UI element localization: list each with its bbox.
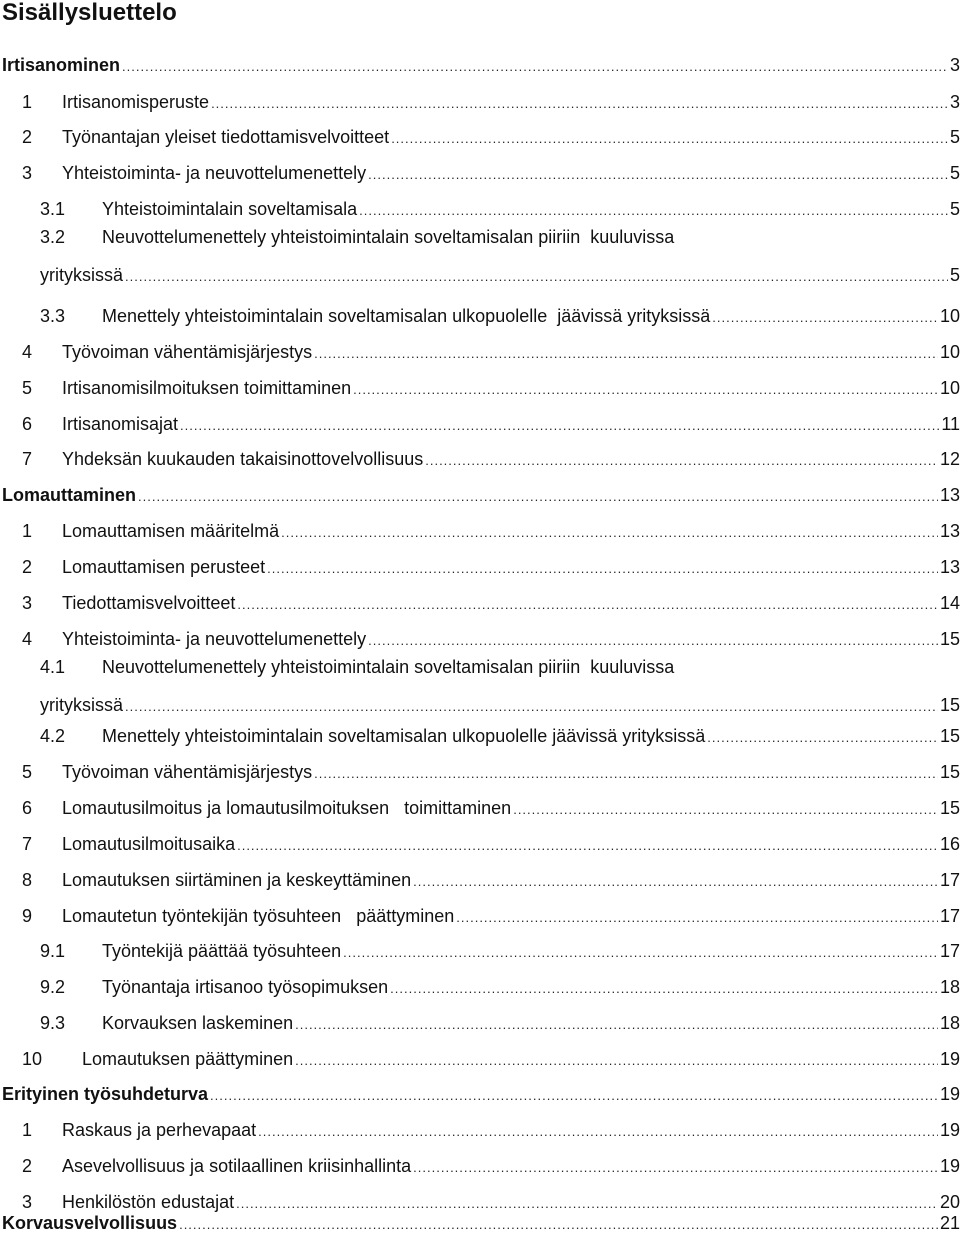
- toc-page-number: 19: [939, 1049, 960, 1069]
- toc-entry-number: 4.1: [40, 657, 66, 677]
- toc-entry[interactable]: [0, 1004, 960, 1034]
- toc-entry-text: Irtisanomisajat: [62, 414, 179, 434]
- toc-entry[interactable]: [0, 512, 960, 542]
- dot-leader: [122, 58, 948, 76]
- toc-entry[interactable]: [0, 333, 960, 363]
- toc-entry[interactable]: [0, 476, 960, 506]
- toc-entry[interactable]: [0, 897, 960, 927]
- toc-page-number: 13: [939, 557, 960, 577]
- toc-entry-text: Lomauttamisen määritelmä: [62, 521, 280, 541]
- toc-entry[interactable]: [0, 656, 960, 716]
- toc-entry[interactable]: [0, 932, 960, 962]
- dot-leader: [513, 801, 938, 819]
- dot-leader: [368, 166, 948, 184]
- dot-leader: [712, 309, 938, 327]
- toc-page-number: 21: [939, 1213, 960, 1233]
- dot-leader: [390, 980, 938, 998]
- toc-entry-number: 4: [22, 342, 33, 362]
- dot-leader: [258, 1123, 938, 1141]
- toc-entry-first-line: [40, 656, 674, 678]
- dot-leader: [295, 1052, 938, 1070]
- dot-leader: [368, 632, 938, 650]
- toc-entry[interactable]: [0, 584, 960, 614]
- toc-entry[interactable]: [0, 620, 960, 650]
- toc-entry-text-line1: Neuvottelumenettely yhteistoimintalain soveltamisalan piiriin kuuluvissa: [102, 227, 675, 247]
- toc-entry-text: Työnantajan yleiset tiedottamisvelvoitteet: [62, 127, 390, 147]
- dot-leader: [353, 381, 938, 399]
- dot-leader: [456, 909, 938, 927]
- toc-entry-number: 4.2: [40, 726, 66, 746]
- toc-entry[interactable]: [0, 405, 960, 435]
- toc-entry-text: Erityinen työsuhdeturva: [2, 1084, 209, 1104]
- toc-entry[interactable]: [0, 1147, 960, 1177]
- toc-entry-number: 1: [22, 92, 33, 112]
- dot-leader: [314, 765, 938, 783]
- toc-entry[interactable]: [0, 154, 960, 184]
- toc-page-number: 15: [939, 629, 960, 649]
- toc-entry-number: 2: [22, 557, 33, 577]
- toc-entry-first-line: [40, 226, 674, 248]
- toc-entry[interactable]: [0, 1204, 960, 1234]
- toc-entry-text: Lomauttaminen: [2, 485, 137, 505]
- toc-entry-text: Irtisanominen: [2, 55, 121, 75]
- dot-leader: [267, 560, 938, 578]
- dot-leader: [179, 1216, 938, 1234]
- toc-entry-text: Lomautusilmoitusaika: [62, 834, 236, 854]
- toc-entry-text: Korvausvelvollisuus: [2, 1213, 178, 1233]
- toc-page-number: 5: [949, 127, 960, 147]
- toc-entry-text: yrityksissä: [40, 695, 124, 715]
- toc-entry[interactable]: [0, 825, 960, 855]
- toc-entry[interactable]: [0, 717, 960, 747]
- toc-entry[interactable]: [0, 861, 960, 891]
- toc-page-number: 5: [949, 199, 960, 219]
- toc-entry[interactable]: [0, 1040, 960, 1070]
- toc-page-number: 13: [939, 485, 960, 505]
- dot-leader: [237, 596, 938, 614]
- toc-entry[interactable]: [0, 46, 960, 76]
- dot-leader: [125, 268, 948, 286]
- toc-entry[interactable]: [0, 297, 960, 327]
- toc-entry-text: Lomautuksen päättyminen: [82, 1049, 294, 1069]
- toc-page-number: 17: [939, 906, 960, 926]
- toc-entry-number: 5: [22, 378, 33, 398]
- toc-entry-number: 8: [22, 870, 33, 890]
- toc-page-number: 5: [949, 265, 960, 285]
- dot-leader: [211, 95, 948, 113]
- dot-leader: [391, 130, 948, 148]
- toc-page-number: 17: [939, 941, 960, 961]
- toc-entry-text: Lomauttamisen perusteet: [62, 557, 266, 577]
- dot-leader: [237, 837, 938, 855]
- toc-page-number: 15: [939, 726, 960, 746]
- toc-entry-number: 9.3: [40, 1013, 66, 1033]
- toc-entry[interactable]: [0, 789, 960, 819]
- toc-page-number: 3: [949, 55, 960, 75]
- toc-entry-text: Yhteistoimintalain soveltamisala: [102, 199, 358, 219]
- toc-entry-number: 10: [22, 1049, 43, 1069]
- toc-page-number: 15: [939, 798, 960, 818]
- toc-entry-text: Työnantaja irtisanoo työsopimuksen: [102, 977, 389, 997]
- toc-page-number: 13: [939, 521, 960, 541]
- toc-title: Sisällysluettelo: [2, 0, 177, 26]
- toc-entry-text: Lomautuksen siirtäminen ja keskeyttäminen: [62, 870, 412, 890]
- toc-entry-text: Korvauksen laskeminen: [102, 1013, 294, 1033]
- dot-leader: [707, 729, 938, 747]
- toc-entry-text: Henkilöstön edustajat: [62, 1192, 235, 1212]
- toc-entry-text: Työntekijä päättää työsuhteen: [102, 941, 342, 961]
- toc-entry-number: 3.3: [40, 306, 66, 326]
- dot-leader: [413, 1159, 938, 1177]
- toc-entry-text: Yhteistoiminta- ja neuvottelumenettely: [62, 163, 367, 183]
- toc-page-number: 15: [939, 695, 960, 715]
- dot-leader: [343, 944, 938, 962]
- toc-entry-number: 2: [22, 127, 33, 147]
- dot-leader: [210, 1087, 938, 1105]
- dot-leader: [281, 524, 938, 542]
- toc-page-number: 11: [941, 414, 960, 434]
- toc-entry-text: Työvoiman vähentämisjärjestys: [62, 762, 313, 782]
- toc-entry-number: 3: [22, 163, 33, 183]
- toc-page-number: 16: [939, 834, 960, 854]
- toc-entry-number: 1: [22, 1120, 33, 1140]
- toc-entry-number: 3: [22, 1192, 33, 1212]
- dot-leader: [125, 698, 938, 716]
- toc-entry[interactable]: [0, 1111, 960, 1141]
- toc-page-number: 19: [939, 1120, 960, 1140]
- toc-page-number: 15: [939, 762, 960, 782]
- toc-entry-text: Irtisanomisilmoituksen toimittaminen: [62, 378, 352, 398]
- dot-leader: [295, 1016, 938, 1034]
- toc-entry-text: Menettely yhteistoimintalain soveltamisalan ulkopuolelle jäävissä yrityksissä: [102, 306, 711, 326]
- toc-page-number: 20: [939, 1192, 960, 1212]
- toc-page-number: 18: [939, 977, 960, 997]
- toc-entry-text: Tiedottamisvelvoitteet: [62, 593, 236, 613]
- toc-entry-number: 4: [22, 629, 33, 649]
- toc-entry-number: 7: [22, 834, 33, 854]
- toc-entry[interactable]: [0, 83, 960, 113]
- toc-entry-text-line1: Neuvottelumenettely yhteistoimintalain soveltamisalan piiriin kuuluvissa: [102, 657, 675, 677]
- toc-page-number: 12: [939, 449, 960, 469]
- toc-entry-text: Yhdeksän kuukauden takaisinottovelvollisuus: [62, 449, 424, 469]
- toc-page-number: 14: [939, 593, 960, 613]
- dot-leader: [413, 873, 938, 891]
- toc-entry[interactable]: [0, 548, 960, 578]
- toc-page-number: 10: [939, 342, 960, 362]
- toc-page-number: 17: [939, 870, 960, 890]
- toc-entry[interactable]: [0, 226, 960, 286]
- toc-entry-number: 5: [22, 762, 33, 782]
- toc-page-number: 5: [949, 163, 960, 183]
- toc-entry-text: Työvoiman vähentämisjärjestys: [62, 342, 313, 362]
- toc-entry-text: Lomautetun työntekijän työsuhteen päättyminen: [62, 906, 455, 926]
- toc-entry-text: yrityksissä: [40, 265, 124, 285]
- toc-entry[interactable]: [0, 1075, 960, 1105]
- toc-entry-text: Menettely yhteistoimintalain soveltamisalan ulkopuolelle jäävissä yrityksissä: [102, 726, 706, 746]
- toc-entry-text: Asevelvollisuus ja sotilaallinen kriisinhallinta: [62, 1156, 412, 1176]
- dot-leader: [425, 452, 938, 470]
- toc-page-number: 3: [949, 92, 960, 112]
- toc-page-number: 10: [939, 378, 960, 398]
- toc-entry-text: Yhteistoiminta- ja neuvottelumenettely: [62, 629, 367, 649]
- toc-entry-text: Lomautusilmoitus ja lomautusilmoituksen toimittaminen: [62, 798, 512, 818]
- toc-page-number: 18: [939, 1013, 960, 1033]
- dot-leader: [314, 345, 938, 363]
- toc-entry[interactable]: [0, 440, 960, 470]
- toc-entry[interactable]: [0, 968, 960, 998]
- dot-leader: [359, 202, 948, 220]
- toc-entry-number: 7: [22, 449, 33, 469]
- toc-entry-number: 9.1: [40, 941, 66, 961]
- toc-entry-number: 6: [22, 414, 33, 434]
- toc-entry[interactable]: [0, 118, 960, 148]
- toc-entry-number: 2: [22, 1156, 33, 1176]
- toc-entry-number: 3.2: [40, 227, 66, 247]
- toc-entry-text: Raskaus ja perhevapaat: [62, 1120, 257, 1140]
- toc-page-number: 19: [939, 1084, 960, 1104]
- toc-entry-text: Irtisanomisperuste: [62, 92, 210, 112]
- toc-entry[interactable]: [0, 369, 960, 399]
- toc-entry-number: 3: [22, 593, 33, 613]
- toc-entry[interactable]: [0, 753, 960, 783]
- toc-page-number: 10: [939, 306, 960, 326]
- toc-entry-number: 9.2: [40, 977, 66, 997]
- dot-leader: [138, 488, 938, 506]
- toc-entry-number: 6: [22, 798, 33, 818]
- toc-page-number: 19: [939, 1156, 960, 1176]
- dot-leader: [180, 417, 939, 435]
- toc-entry-number: 3.1: [40, 199, 66, 219]
- toc-entry-number: 1: [22, 521, 33, 541]
- toc-entry-number: 9: [22, 906, 33, 926]
- toc-entry[interactable]: [0, 190, 960, 220]
